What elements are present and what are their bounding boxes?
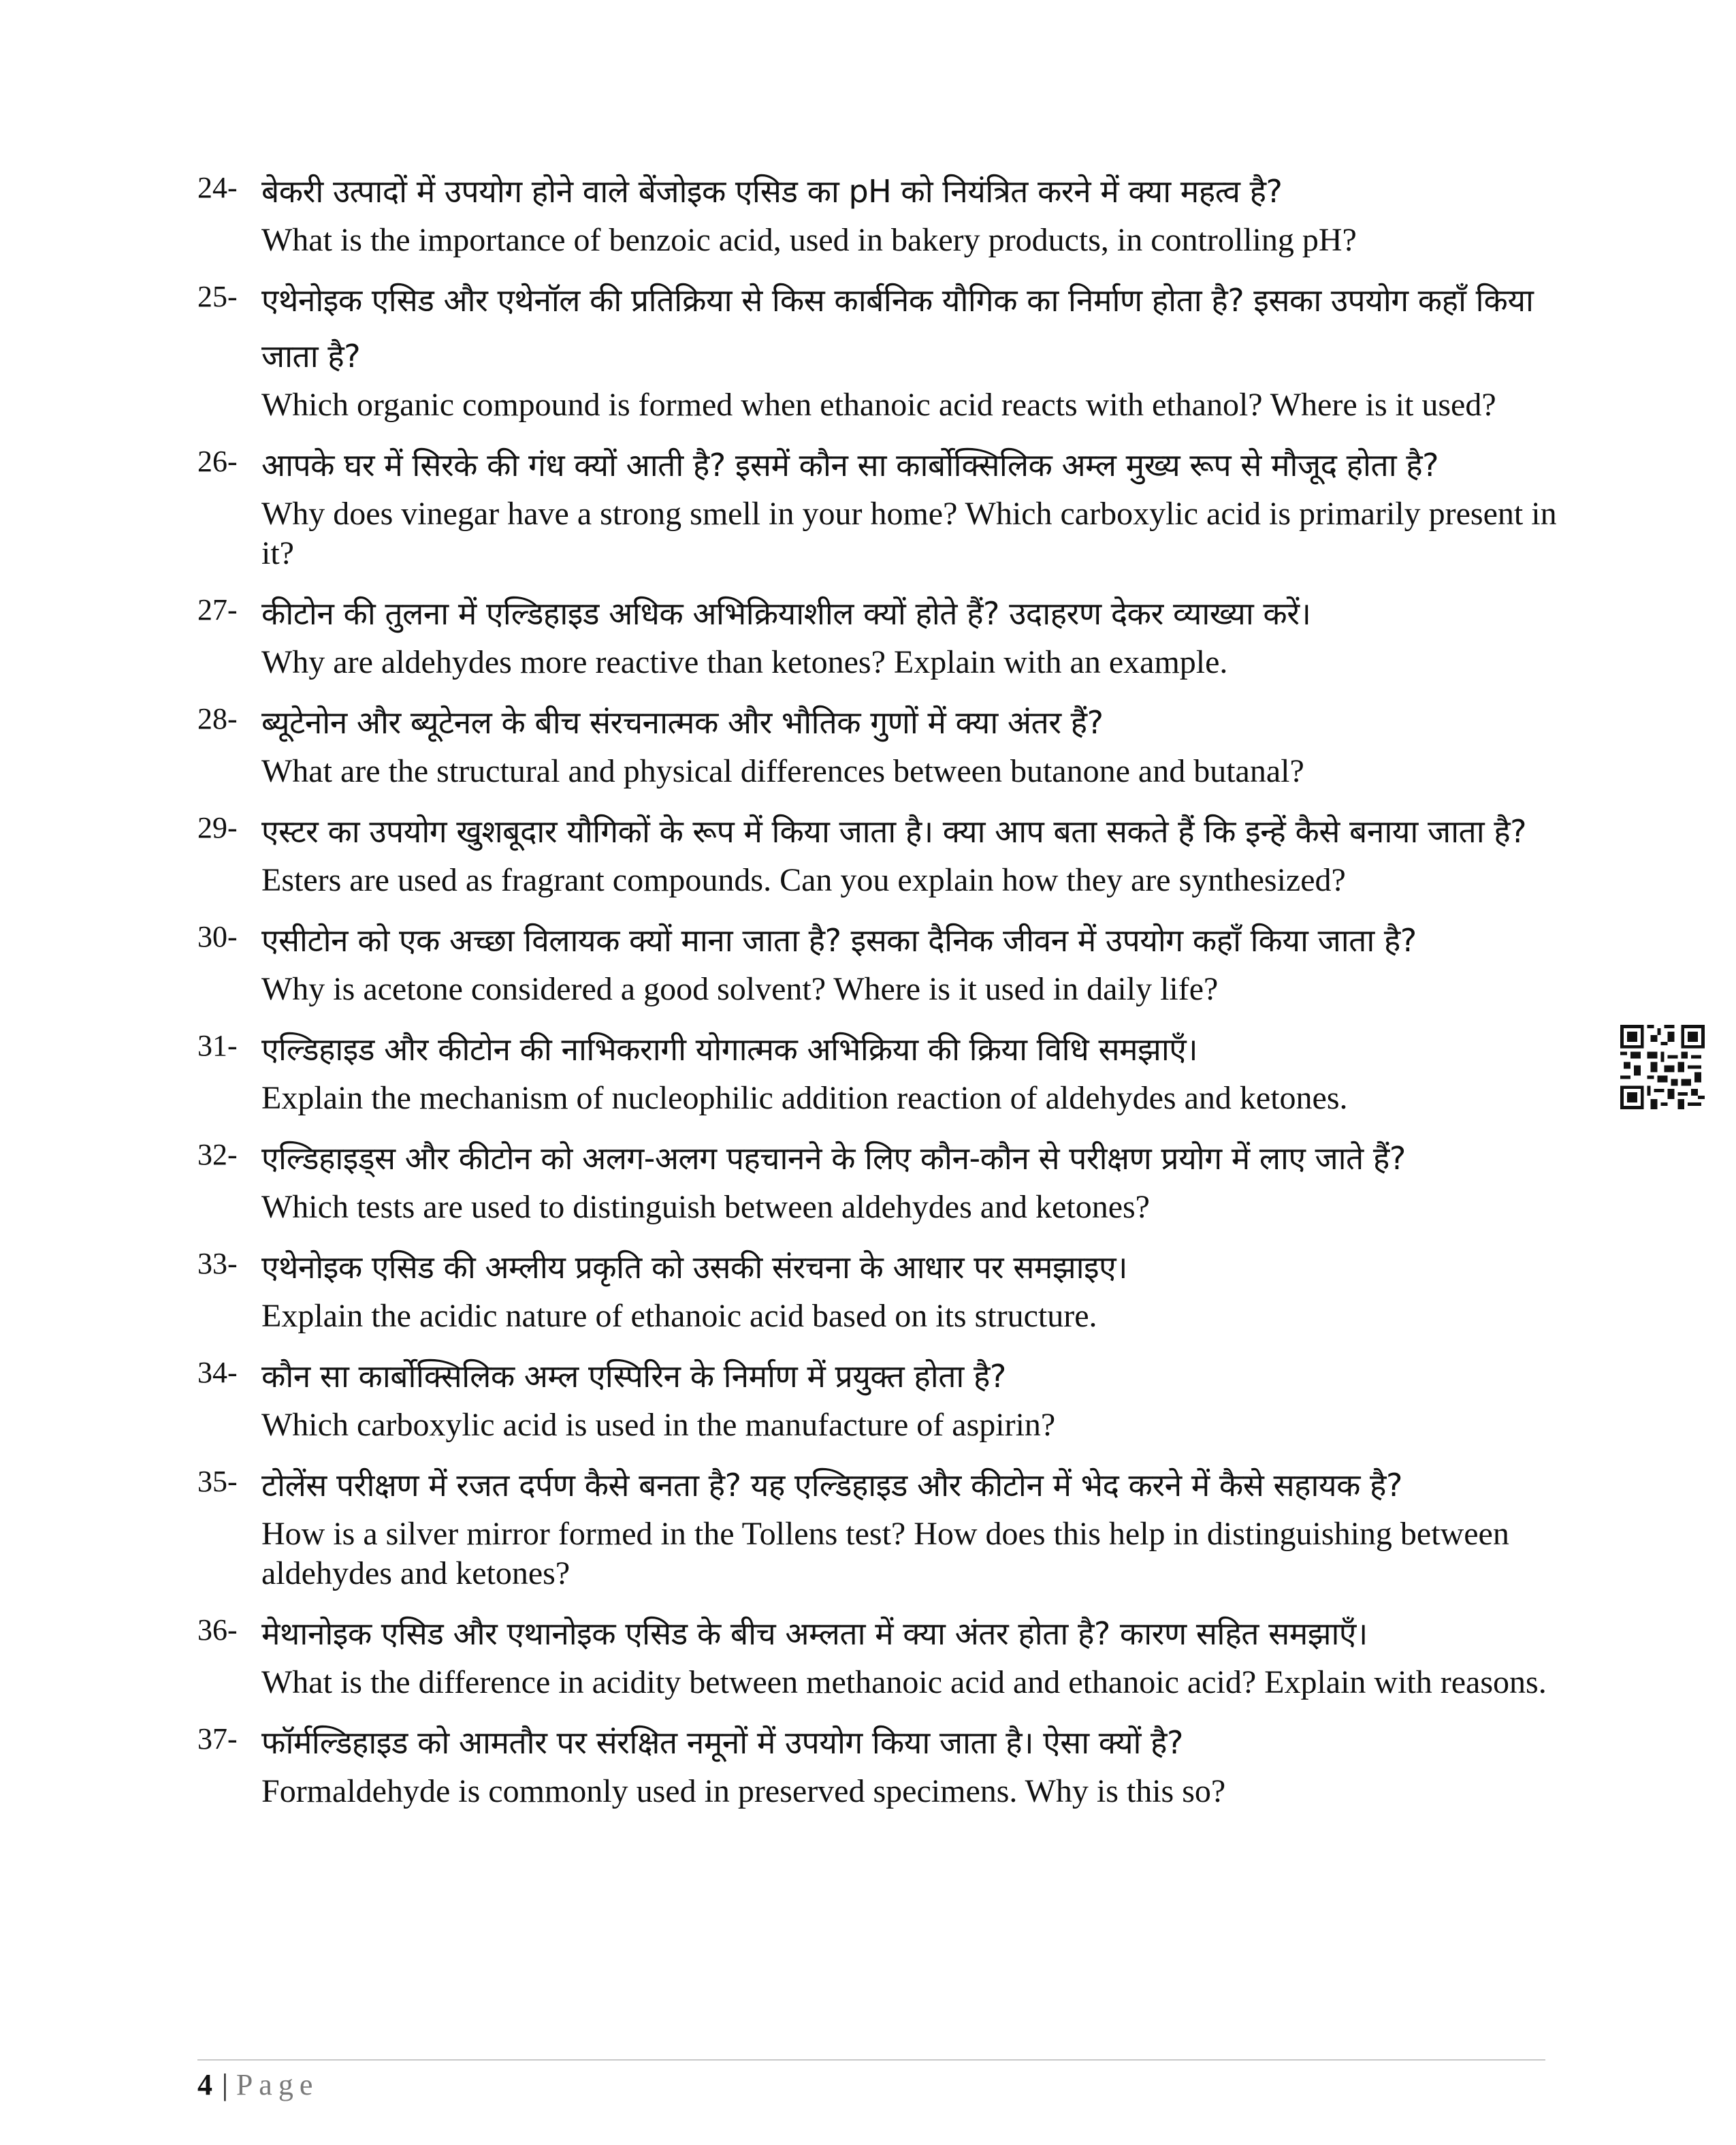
question-hindi: एल्डिहाइड्स और कीटोन को अलग-अलग पहचानने के लिए कौन-कौन से परीक्षण प्रयोग में लाए जाते हैं? (261, 1140, 1406, 1177)
question-32 (197, 1130, 1559, 1227)
question-english: Why is acetone considered a good solvent? Where is it used in daily life? (261, 971, 1219, 1007)
question-number: 32- (197, 1138, 238, 1171)
question-english: Explain the acidic nature of ethanoic acid based on its structure. (261, 1298, 1097, 1334)
footer-separator: | (222, 2068, 228, 2101)
question-hindi: बेकरी उत्पादों में उपयोग होने वाले बेंजोइक एसिड का pH को नियंत्रित करने में क्या महत्व है? (261, 173, 1283, 210)
question-31 (197, 1021, 1559, 1118)
question-hindi: एथेनोइक एसिड और एथेनॉल की प्रतिक्रिया से किस कार्बनिक यौगिक का निर्माण होता है? इसका उपयोग कहाँ किया जाता है? (261, 282, 1534, 375)
footer-divider (197, 2059, 1545, 2061)
question-hindi: मेथानोइक एसिड और एथानोइक एसिड के बीच अम्लता में क्या अंतर होता है? कारण सहित समझाएँ। (261, 1615, 1368, 1652)
question-number: 26- (197, 445, 238, 478)
question-37 (197, 1715, 1559, 1811)
page-label: Page (236, 2068, 319, 2101)
question-number: 35- (197, 1465, 238, 1498)
question-number: 27- (197, 593, 238, 626)
question-number: 25- (197, 280, 238, 313)
question-34 (197, 1348, 1559, 1445)
question-hindi: आपके घर में सिरके की गंध क्यों आती है? इसमें कौन सा कार्बोक्सिलिक अम्ल मुख्य रूप से मौजूद होता है? (261, 447, 1439, 483)
question-26 (197, 437, 1559, 573)
question-list (197, 163, 1559, 1824)
question-english: Why does vinegar have a strong smell in your home? Which carboxylic acid is primarily present in it? (261, 496, 1557, 571)
question-number: 24- (197, 171, 238, 204)
question-english: Which organic compound is formed when ethanoic acid reacts with ethanol? Where is it used? (261, 387, 1496, 423)
question-english: Which carboxylic acid is used in the manufacture of aspirin? (261, 1407, 1056, 1443)
question-english: What is the difference in acidity between methanoic acid and ethanoic acid? Explain with reasons. (261, 1664, 1547, 1700)
question-english: Explain the mechanism of nucleophilic addition reaction of aldehydes and ketones. (261, 1080, 1348, 1116)
question-hindi: एसीटोन को एक अच्छा विलायक क्यों माना जाता है? इसका दैनिक जीवन में उपयोग कहाँ किया जाता है? (261, 922, 1417, 959)
question-29 (197, 804, 1559, 900)
question-hindi: ब्यूटेनोन और ब्यूटेनल के बीच संरचनात्मक और भौतिक गुणों में क्या अंतर हैं? (261, 704, 1104, 741)
question-hindi: एथेनोइक एसिड की अम्लीय प्रकृति को उसकी संरचना के आधार पर समझाइए। (261, 1249, 1127, 1286)
qr-code-icon (1620, 1025, 1705, 1109)
question-hindi: टोलेंस परीक्षण में रजत दर्पण कैसे बनता है? यह एल्डिहाइड और कीटोन में भेद करने में कैसे सहायक है? (261, 1467, 1402, 1504)
question-27 (197, 586, 1559, 682)
question-number: 36- (197, 1613, 238, 1647)
page-number: 4 (197, 2068, 212, 2101)
question-hindi: कौन सा कार्बोक्सिलिक अम्ल एस्पिरिन के निर्माण में प्रयुक्त होता है? (261, 1358, 1006, 1395)
question-english: Formaldehyde is commonly used in preserved specimens. Why is this so? (261, 1773, 1226, 1809)
question-english: Esters are used as fragrant compounds. Can you explain how they are synthesized? (261, 862, 1346, 898)
question-number: 28- (197, 702, 238, 735)
question-number: 29- (197, 811, 238, 844)
question-25 (197, 272, 1559, 425)
question-number: 30- (197, 920, 238, 953)
question-hindi: एल्डिहाइड और कीटोन की नाभिकरागी योगात्मक अभिक्रिया की क्रिया विधि समझाएँ। (261, 1031, 1198, 1068)
question-28 (197, 695, 1559, 791)
question-hindi: कीटोन की तुलना में एल्डिहाइड अधिक अभिक्रियाशील क्यों होते हैं? उदाहरण देकर व्याख्या करें। (261, 595, 1311, 632)
question-number: 33- (197, 1247, 238, 1280)
question-english: Which tests are used to distinguish between aldehydes and ketones? (261, 1189, 1150, 1225)
question-30 (197, 912, 1559, 1009)
question-number: 37- (197, 1722, 238, 1755)
question-36 (197, 1606, 1559, 1702)
question-35 (197, 1457, 1559, 1593)
question-33 (197, 1239, 1559, 1336)
question-english: Why are aldehydes more reactive than ketones? Explain with an example. (261, 644, 1228, 680)
question-24 (197, 163, 1559, 260)
question-number: 34- (197, 1356, 238, 1389)
page-footer (197, 2066, 319, 2104)
question-hindi: एस्टर का उपयोग खुशबूदार यौगिकों के रूप में किया जाता है। क्या आप बता सकते हैं कि इन्हें कैसे बनाया जाता है? (261, 813, 1527, 850)
question-english: How is a silver mirror formed in the Tollens test? How does this help in distinguishing between aldehydes and ketones? (261, 1516, 1509, 1591)
question-english: What is the importance of benzoic acid, used in bakery products, in controlling pH? (261, 222, 1357, 258)
question-english: What are the structural and physical differences between butanone and butanal? (261, 753, 1304, 789)
question-hindi: फॉर्मल्डिहाइड को आमतौर पर संरक्षित नमूनों में उपयोग किया जाता है। ऐसा क्यों है? (261, 1724, 1183, 1761)
question-number: 31- (197, 1029, 238, 1062)
